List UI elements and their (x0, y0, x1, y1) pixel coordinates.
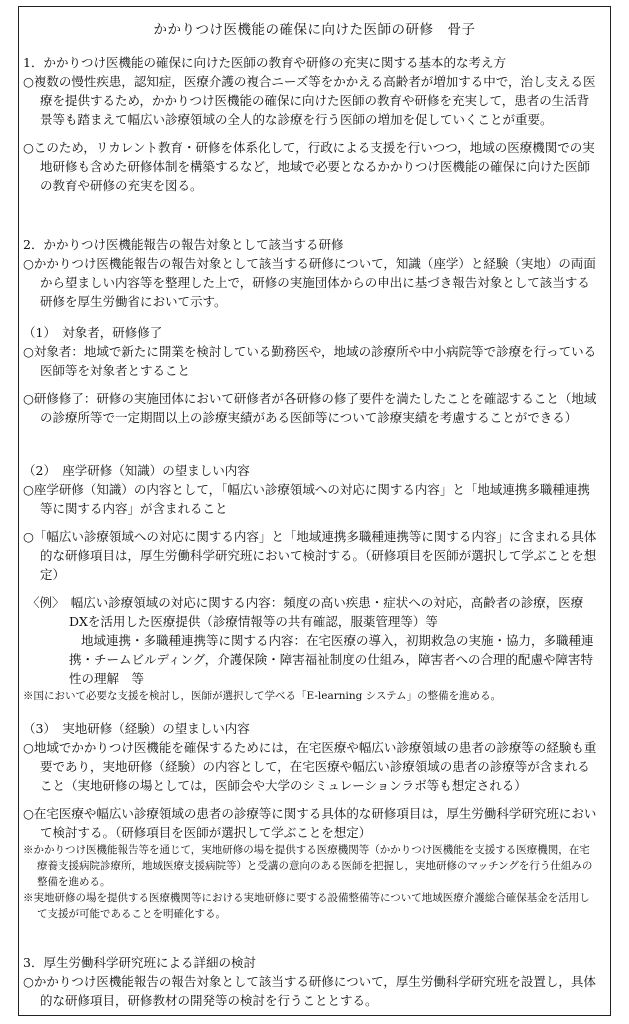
bullet-text: ○在宅医療や幅広い診療領域の患者の診療等に関する具体的な研修項目は，厚生労働科学研究班において検討する。（研修項目を医師が選択して学ぶことを想定） (23, 806, 597, 840)
bullet-text: ○研修修了：研修の実施団体において研修者が各研修の修了要件を満たしたことを確認すること（地域の診療所等で一定期間以上の診療実績がある医師等について診療実績を考慮することができる） (23, 391, 597, 425)
example-text: 地域連携・多職種連携等に関する内容：在宅医療の導入，初期救急の実施・協力，多職種連携・チームビルディング，介護保険・障害福祉制度の仕組み，障害者への合理的配慮や障害特性の理解 等 (69, 633, 594, 686)
document-frame (18, 6, 611, 1016)
section-1 (23, 53, 600, 195)
subsection-heading: （1） 対象者，研修修了 (23, 325, 163, 340)
section-2 (23, 235, 600, 311)
bullet-text: ○地域でかかりつけ医機能を確保するためには，在宅医療や幅広い診療領域の患者の診療等の経験も重要であり，実地研修（経験）の内容として，在宅医療や幅広い診療領域の患者の診療等が含まれること（実地研修の場としては，医師会や大学のシミュレーションラボ等も想定される） (23, 740, 597, 793)
note-text: ※かかりつけ医機能報告等を通じて，実地研修の場を提供する医療機関等（かかりつけ医機能を支援する医療機関，在宅療養支援病院診療所，地域医療支援病院等）と受講の意向のある医師を把握し，実地研修のマッチングを行う仕組みの整備を進める。 (23, 844, 593, 888)
bullet-text: ○対象者：地域で新たに開業を検討している勤務医や，地域の診療所や中小病院等で診療を行っている医師等を対象者とすること (23, 344, 597, 378)
section-heading: 2．かかりつけ医機能報告の報告対象として該当する研修 (23, 237, 344, 252)
bullet-text: ○「幅広い診療領域への対応に関する内容」と「地域連携多職種連携等に関する内容」に含まれる具体的な研修項目は，厚生労働科学研究班において検討する。（研修項目を医師が選択して学ぶことを想定） (23, 529, 597, 582)
example-text: 〈例〉 幅広い診療領域の対応に関する内容：頻度の高い疾患・症状への対応，高齢者の診療，医療DXを活用した医療提供（診療情報等の共有確認，服薬管理等）等 (27, 595, 584, 629)
section-3 (23, 953, 600, 1010)
note-text: ※実地研修の場を提供する医療機関等における実地研修に要する設備整備等について地域医療介護総合確保基金を活用して支援が可能であることを明確化する。 (23, 892, 590, 920)
bullet-text: ○かかりつけ医機能報告の報告対象として該当する研修について，知識（座学）と経験（実地）の両面から望ましい内容等を整理した上で，研修の実施団体からの申出に基づき報告対象として該当する研修を厚生労働省において示す。 (23, 256, 596, 309)
bullet-text: ○座学研修（知識）の内容として，「幅広い診療領域への対応に関する内容」と「地域連携多職種連携等に関する内容」が含まれること (23, 482, 590, 516)
bullet-text: ○複数の慢性疾患，認知症，医療介護の複合ニーズ等をかかえる高齢者が増加する中で，治し支える医療を提供するため，かかりつけ医機能の確保に向けた医師の教育や研修を充実して，患者の生活背景等も踏まえて幅広い診療領域の全人的な診療を行う医師の増加を促していくことが重要。 (23, 74, 596, 127)
subsection-heading: （2） 座学研修（知識）の望ましい内容 (23, 463, 250, 478)
subsection-1 (23, 323, 600, 427)
section-heading: 1．かかりつけ医機能の確保に向けた医師の教育や研修の充実に関する基本的な考え方 (23, 55, 506, 70)
subsection-2 (23, 461, 600, 704)
bullet-text: ○このため，リカレント教育・研修を体系化して，行政による支援を行いつつ，地域の医療機関での実地研修も含めた研修体制を構築するなど，地域で必要となるかかりつけ医機能の確保に向けた医師の教育や研修の充実を図る。 (23, 140, 595, 193)
subsection-heading: （3） 実地研修（経験）の望ましい内容 (23, 721, 250, 736)
note-text: ※国において必要な支援を検討し，医師が選択して学べる「E-learning システム」の整備を進める。 (23, 690, 502, 702)
bullet-text: ○かかりつけ医機能報告の報告対象として該当する研修について，厚生労働科学研究班を設置し，具体的な研修項目，研修教材の開発等の検討を行うこととする。 (23, 974, 596, 1008)
page-title: かかりつけ医機能の確保に向けた医師の研修 骨子 (153, 22, 476, 38)
subsection-3 (23, 719, 600, 922)
section-heading: 3．厚生労働科学研究班による詳細の検討 (23, 955, 256, 970)
